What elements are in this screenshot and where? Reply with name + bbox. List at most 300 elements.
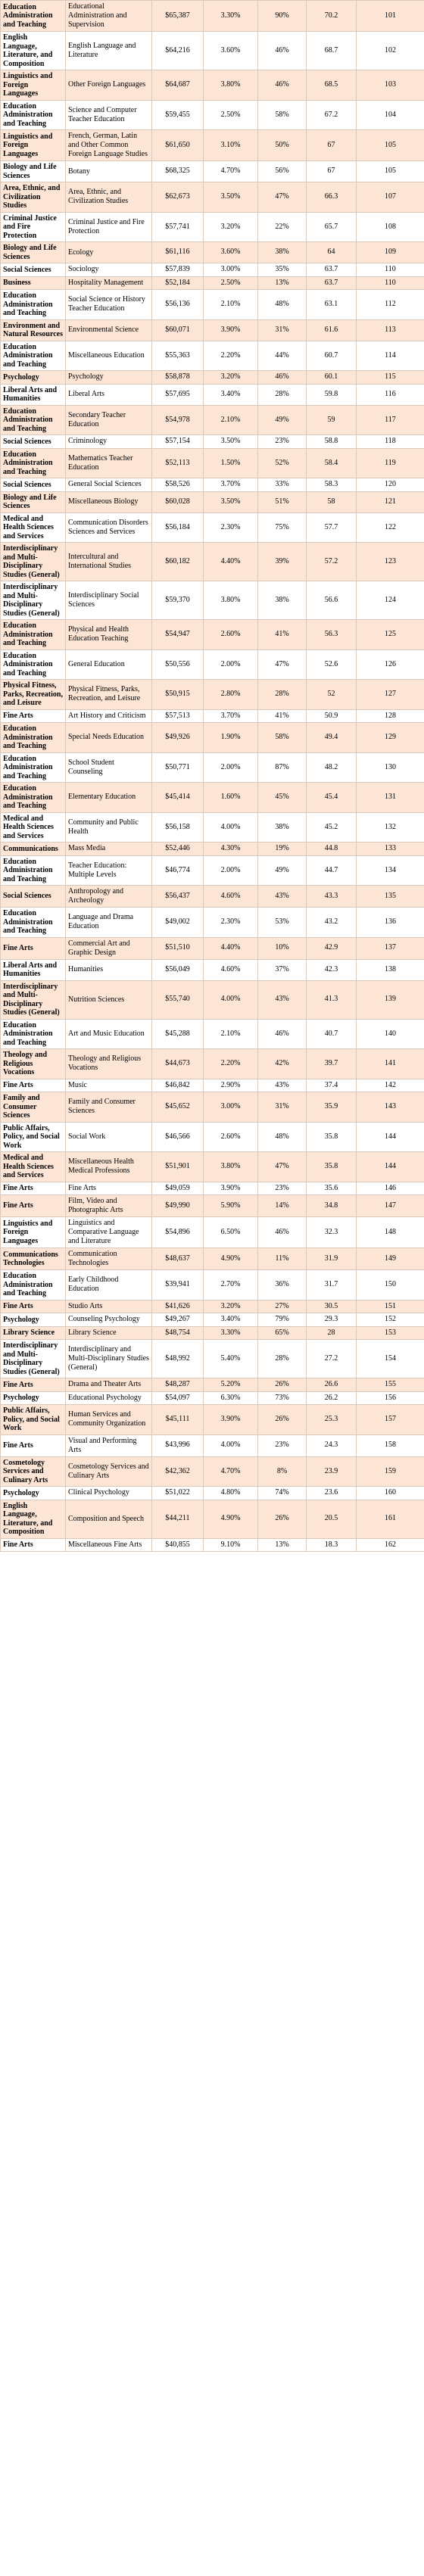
category-cell: Education Administration and Teaching bbox=[1, 290, 66, 320]
rank-cell: 113 bbox=[357, 319, 424, 341]
unemployment-rate-cell: 3.90% bbox=[204, 319, 258, 341]
salary-cell: $56,184 bbox=[152, 512, 204, 543]
score-cell: 31.7 bbox=[307, 1270, 357, 1300]
score-cell: 24.3 bbox=[307, 1434, 357, 1456]
women-share-cell: 48% bbox=[258, 1122, 307, 1152]
salary-cell: $44,673 bbox=[152, 1049, 204, 1079]
category-cell: Education Administration and Teaching bbox=[1, 908, 66, 938]
unemployment-rate-cell: 1.50% bbox=[204, 448, 258, 478]
table-row bbox=[1, 1378, 424, 1392]
score-cell: 49.4 bbox=[307, 723, 357, 753]
salary-cell: $46,774 bbox=[152, 855, 204, 886]
major-cell: Cosmetology Services and Culinary Arts bbox=[66, 1456, 152, 1487]
salary-cell: $48,287 bbox=[152, 1378, 204, 1392]
rank-cell: 146 bbox=[357, 1182, 424, 1195]
major-cell: Anthropology and Archeology bbox=[66, 886, 152, 908]
rank-cell: 112 bbox=[357, 290, 424, 320]
category-cell: Education Administration and Teaching bbox=[1, 1, 66, 32]
women-share-cell: 26% bbox=[258, 1500, 307, 1538]
unemployment-rate-cell: 4.70% bbox=[204, 1456, 258, 1487]
score-cell: 57.7 bbox=[307, 512, 357, 543]
salary-cell: $51,510 bbox=[152, 937, 204, 959]
category-cell: Fine Arts bbox=[1, 1300, 66, 1313]
table-row bbox=[1, 649, 424, 680]
rank-cell: 119 bbox=[357, 448, 424, 478]
table-row bbox=[1, 543, 424, 581]
score-cell: 43.2 bbox=[307, 908, 357, 938]
table-row bbox=[1, 1019, 424, 1049]
category-cell: Fine Arts bbox=[1, 1378, 66, 1392]
major-cell: School Student Counseling bbox=[66, 752, 152, 783]
women-share-cell: 43% bbox=[258, 886, 307, 908]
major-cell: Liberal Arts bbox=[66, 384, 152, 405]
salary-cell: $43,996 bbox=[152, 1434, 204, 1456]
salary-cell: $46,566 bbox=[152, 1122, 204, 1152]
category-cell: Biology and Life Sciences bbox=[1, 161, 66, 182]
women-share-cell: 46% bbox=[258, 1217, 307, 1248]
salary-cell: $54,978 bbox=[152, 405, 204, 435]
table-row bbox=[1, 1092, 424, 1123]
women-share-cell: 28% bbox=[258, 1340, 307, 1378]
unemployment-rate-cell: 2.10% bbox=[204, 1019, 258, 1049]
score-cell: 26.6 bbox=[307, 1378, 357, 1392]
category-cell: Fine Arts bbox=[1, 937, 66, 959]
category-cell: Psychology bbox=[1, 1313, 66, 1327]
rank-cell: 129 bbox=[357, 723, 424, 753]
score-cell: 27.2 bbox=[307, 1340, 357, 1378]
salary-cell: $65,387 bbox=[152, 1, 204, 32]
table-row bbox=[1, 1300, 424, 1313]
salary-cell: $60,182 bbox=[152, 543, 204, 581]
major-cell: Mass Media bbox=[66, 843, 152, 856]
category-cell: Social Sciences bbox=[1, 435, 66, 449]
unemployment-rate-cell: 2.80% bbox=[204, 680, 258, 710]
women-share-cell: 35% bbox=[258, 263, 307, 277]
score-cell: 32.3 bbox=[307, 1217, 357, 1248]
women-share-cell: 28% bbox=[258, 680, 307, 710]
category-cell: English Language, Literature, and Composition bbox=[1, 32, 66, 70]
salary-cell: $56,437 bbox=[152, 886, 204, 908]
major-cell: Counseling Psychology bbox=[66, 1313, 152, 1327]
category-cell: Area, Ethnic, and Civilization Studies bbox=[1, 182, 66, 213]
table-row bbox=[1, 1248, 424, 1270]
rank-cell: 143 bbox=[357, 1092, 424, 1123]
rank-cell: 138 bbox=[357, 959, 424, 980]
category-cell: Education Administration and Teaching bbox=[1, 620, 66, 650]
table-row bbox=[1, 1391, 424, 1405]
major-cell: Secondary Teacher Education bbox=[66, 405, 152, 435]
rank-cell: 162 bbox=[357, 1538, 424, 1552]
category-cell: Psychology bbox=[1, 371, 66, 385]
score-cell: 58.3 bbox=[307, 478, 357, 492]
major-cell: Music bbox=[66, 1079, 152, 1092]
unemployment-rate-cell: 3.80% bbox=[204, 70, 258, 101]
table-row bbox=[1, 491, 424, 512]
rank-cell: 140 bbox=[357, 1019, 424, 1049]
unemployment-rate-cell: 5.40% bbox=[204, 1340, 258, 1378]
category-cell: Education Administration and Teaching bbox=[1, 1019, 66, 1049]
category-cell: English Language, Literature, and Composition bbox=[1, 1500, 66, 1538]
rank-cell: 154 bbox=[357, 1340, 424, 1378]
category-cell: Linguistics and Foreign Languages bbox=[1, 1217, 66, 1248]
table-row bbox=[1, 100, 424, 130]
major-cell: Environmental Science bbox=[66, 319, 152, 341]
major-cell: Botany bbox=[66, 161, 152, 182]
women-share-cell: 47% bbox=[258, 182, 307, 213]
salary-cell: $57,154 bbox=[152, 435, 204, 449]
women-share-cell: 26% bbox=[258, 1405, 307, 1435]
unemployment-rate-cell: 2.00% bbox=[204, 649, 258, 680]
score-cell: 42.3 bbox=[307, 959, 357, 980]
score-cell: 23.6 bbox=[307, 1487, 357, 1500]
table-row bbox=[1, 1340, 424, 1378]
unemployment-rate-cell: 3.30% bbox=[204, 1, 258, 32]
score-cell: 28 bbox=[307, 1326, 357, 1340]
score-cell: 41.3 bbox=[307, 980, 357, 1019]
major-cell: Miscellaneous Biology bbox=[66, 491, 152, 512]
category-cell: Liberal Arts and Humanities bbox=[1, 384, 66, 405]
salary-cell: $61,116 bbox=[152, 242, 204, 263]
women-share-cell: 43% bbox=[258, 1079, 307, 1092]
table-row bbox=[1, 709, 424, 723]
table-row bbox=[1, 512, 424, 543]
score-cell: 39.7 bbox=[307, 1049, 357, 1079]
major-cell: Interdisciplinary Social Sciences bbox=[66, 581, 152, 620]
women-share-cell: 38% bbox=[258, 812, 307, 843]
table-row bbox=[1, 1456, 424, 1487]
table-row bbox=[1, 1, 424, 32]
major-cell: Clinical Psychology bbox=[66, 1487, 152, 1500]
salary-cell: $50,915 bbox=[152, 680, 204, 710]
score-cell: 67 bbox=[307, 130, 357, 161]
women-share-cell: 38% bbox=[258, 242, 307, 263]
salary-cell: $48,992 bbox=[152, 1340, 204, 1378]
salary-cell: $40,855 bbox=[152, 1538, 204, 1552]
salary-cell: $54,947 bbox=[152, 620, 204, 650]
major-cell: Teacher Education: Multiple Levels bbox=[66, 855, 152, 886]
category-cell: Linguistics and Foreign Languages bbox=[1, 70, 66, 101]
major-cell: Intercultural and International Studies bbox=[66, 543, 152, 581]
category-cell: Fine Arts bbox=[1, 1079, 66, 1092]
unemployment-rate-cell: 2.20% bbox=[204, 1049, 258, 1079]
salary-cell: $61,650 bbox=[152, 130, 204, 161]
unemployment-rate-cell: 3.70% bbox=[204, 478, 258, 492]
rank-cell: 139 bbox=[357, 980, 424, 1019]
women-share-cell: 53% bbox=[258, 908, 307, 938]
category-cell: Interdisciplinary and Multi-Disciplinary Studies (General) bbox=[1, 980, 66, 1019]
rank-cell: 142 bbox=[357, 1079, 424, 1092]
salary-cell: $64,216 bbox=[152, 32, 204, 70]
major-cell: Art and Music Education bbox=[66, 1019, 152, 1049]
rank-cell: 118 bbox=[357, 435, 424, 449]
rank-cell: 152 bbox=[357, 1313, 424, 1327]
major-cell: Film, Video and Photographic Arts bbox=[66, 1195, 152, 1217]
category-cell: Interdisciplinary and Multi-Disciplinary Studies (General) bbox=[1, 543, 66, 581]
table-row bbox=[1, 783, 424, 813]
table-row bbox=[1, 319, 424, 341]
salary-cell: $42,362 bbox=[152, 1456, 204, 1487]
score-cell: 45.2 bbox=[307, 812, 357, 843]
women-share-cell: 56% bbox=[258, 161, 307, 182]
major-cell: Criminology bbox=[66, 435, 152, 449]
women-share-cell: 26% bbox=[258, 1378, 307, 1392]
table-row bbox=[1, 263, 424, 277]
rank-cell: 125 bbox=[357, 620, 424, 650]
women-share-cell: 75% bbox=[258, 512, 307, 543]
rank-cell: 115 bbox=[357, 371, 424, 385]
unemployment-rate-cell: 4.80% bbox=[204, 1487, 258, 1500]
unemployment-rate-cell: 2.90% bbox=[204, 1079, 258, 1092]
category-cell: Education Administration and Teaching bbox=[1, 341, 66, 371]
unemployment-rate-cell: 2.50% bbox=[204, 100, 258, 130]
women-share-cell: 13% bbox=[258, 276, 307, 290]
table-row bbox=[1, 1405, 424, 1435]
unemployment-rate-cell: 2.30% bbox=[204, 908, 258, 938]
major-cell: Fine Arts bbox=[66, 1182, 152, 1195]
salary-cell: $57,695 bbox=[152, 384, 204, 405]
category-cell: Medical and Health Sciences and Services bbox=[1, 1152, 66, 1182]
salary-cell: $57,839 bbox=[152, 263, 204, 277]
major-cell: Miscellaneous Health Medical Professions bbox=[66, 1152, 152, 1182]
table-row bbox=[1, 130, 424, 161]
category-cell: Education Administration and Teaching bbox=[1, 1270, 66, 1300]
salary-cell: $54,896 bbox=[152, 1217, 204, 1248]
table-row bbox=[1, 1122, 424, 1152]
table-row bbox=[1, 478, 424, 492]
category-cell: Education Administration and Teaching bbox=[1, 100, 66, 130]
salary-cell: $49,926 bbox=[152, 723, 204, 753]
unemployment-rate-cell: 4.60% bbox=[204, 886, 258, 908]
rank-cell: 159 bbox=[357, 1456, 424, 1487]
women-share-cell: 19% bbox=[258, 843, 307, 856]
salary-cell: $49,059 bbox=[152, 1182, 204, 1195]
salary-cell: $59,370 bbox=[152, 581, 204, 620]
unemployment-rate-cell: 3.70% bbox=[204, 709, 258, 723]
women-share-cell: 52% bbox=[258, 448, 307, 478]
table-row bbox=[1, 32, 424, 70]
category-cell: Biology and Life Sciences bbox=[1, 242, 66, 263]
women-share-cell: 11% bbox=[258, 1248, 307, 1270]
table-body bbox=[1, 1, 424, 1552]
major-cell: Educational Administration and Supervision bbox=[66, 1, 152, 32]
salary-cell: $50,771 bbox=[152, 752, 204, 783]
salary-cell: $52,113 bbox=[152, 448, 204, 478]
salary-cell: $56,136 bbox=[152, 290, 204, 320]
major-cell: Social Work bbox=[66, 1122, 152, 1152]
salary-cell: $50,556 bbox=[152, 649, 204, 680]
salary-cell: $45,288 bbox=[152, 1019, 204, 1049]
major-cell: Humanities bbox=[66, 959, 152, 980]
women-share-cell: 45% bbox=[258, 783, 307, 813]
major-cell: Studio Arts bbox=[66, 1300, 152, 1313]
rank-cell: 134 bbox=[357, 855, 424, 886]
score-cell: 26.2 bbox=[307, 1391, 357, 1405]
score-cell: 44.7 bbox=[307, 855, 357, 886]
unemployment-rate-cell: 3.20% bbox=[204, 371, 258, 385]
major-cell: Language and Drama Education bbox=[66, 908, 152, 938]
unemployment-rate-cell: 3.60% bbox=[204, 242, 258, 263]
category-cell: Library Science bbox=[1, 1326, 66, 1340]
table-row bbox=[1, 1217, 424, 1248]
major-cell: Sociology bbox=[66, 263, 152, 277]
rank-cell: 149 bbox=[357, 1248, 424, 1270]
salary-cell: $68,325 bbox=[152, 161, 204, 182]
unemployment-rate-cell: 3.20% bbox=[204, 1300, 258, 1313]
score-cell: 35.8 bbox=[307, 1122, 357, 1152]
rank-cell: 101 bbox=[357, 1, 424, 32]
score-cell: 65.7 bbox=[307, 212, 357, 242]
women-share-cell: 87% bbox=[258, 752, 307, 783]
category-cell: Fine Arts bbox=[1, 1538, 66, 1552]
salary-cell: $49,990 bbox=[152, 1195, 204, 1217]
score-cell: 48.2 bbox=[307, 752, 357, 783]
unemployment-rate-cell: 1.90% bbox=[204, 723, 258, 753]
table-row bbox=[1, 908, 424, 938]
rank-cell: 148 bbox=[357, 1217, 424, 1248]
salary-cell: $48,637 bbox=[152, 1248, 204, 1270]
unemployment-rate-cell: 4.40% bbox=[204, 937, 258, 959]
category-cell: Education Administration and Teaching bbox=[1, 405, 66, 435]
rank-cell: 103 bbox=[357, 70, 424, 101]
rank-cell: 135 bbox=[357, 886, 424, 908]
score-cell: 63.7 bbox=[307, 263, 357, 277]
table-row bbox=[1, 1434, 424, 1456]
table-row bbox=[1, 290, 424, 320]
score-cell: 52 bbox=[307, 680, 357, 710]
unemployment-rate-cell: 2.00% bbox=[204, 855, 258, 886]
score-cell: 58 bbox=[307, 491, 357, 512]
women-share-cell: 49% bbox=[258, 855, 307, 886]
rank-cell: 122 bbox=[357, 512, 424, 543]
women-share-cell: 41% bbox=[258, 709, 307, 723]
table-row bbox=[1, 980, 424, 1019]
unemployment-rate-cell: 4.00% bbox=[204, 812, 258, 843]
unemployment-rate-cell: 2.30% bbox=[204, 512, 258, 543]
women-share-cell: 48% bbox=[258, 290, 307, 320]
salary-cell: $60,028 bbox=[152, 491, 204, 512]
rank-cell: 104 bbox=[357, 100, 424, 130]
rank-cell: 144 bbox=[357, 1152, 424, 1182]
major-cell: Theology and Religious Vocations bbox=[66, 1049, 152, 1079]
category-cell: Cosmetology Services and Culinary Arts bbox=[1, 1456, 66, 1487]
women-share-cell: 58% bbox=[258, 723, 307, 753]
women-share-cell: 10% bbox=[258, 937, 307, 959]
women-share-cell: 65% bbox=[258, 1326, 307, 1340]
table-row bbox=[1, 855, 424, 886]
score-cell: 59.8 bbox=[307, 384, 357, 405]
category-cell: Environment and Natural Resources bbox=[1, 319, 66, 341]
salary-cell: $59,455 bbox=[152, 100, 204, 130]
unemployment-rate-cell: 2.00% bbox=[204, 752, 258, 783]
table-row bbox=[1, 182, 424, 213]
rank-cell: 157 bbox=[357, 1405, 424, 1435]
category-cell: Communications Technologies bbox=[1, 1248, 66, 1270]
unemployment-rate-cell: 2.50% bbox=[204, 276, 258, 290]
salary-cell: $57,741 bbox=[152, 212, 204, 242]
category-cell: Fine Arts bbox=[1, 1434, 66, 1456]
women-share-cell: 13% bbox=[258, 1538, 307, 1552]
category-cell: Linguistics and Foreign Languages bbox=[1, 130, 66, 161]
rank-cell: 120 bbox=[357, 478, 424, 492]
unemployment-rate-cell: 6.30% bbox=[204, 1391, 258, 1405]
major-cell: Community and Public Health bbox=[66, 812, 152, 843]
category-cell: Medical and Health Sciences and Services bbox=[1, 512, 66, 543]
unemployment-rate-cell: 3.50% bbox=[204, 182, 258, 213]
category-cell: Social Sciences bbox=[1, 263, 66, 277]
category-cell: Interdisciplinary and Multi-Disciplinary Studies (General) bbox=[1, 1340, 66, 1378]
table-row bbox=[1, 1538, 424, 1552]
salary-cell: $58,878 bbox=[152, 371, 204, 385]
major-cell: Hospitality Management bbox=[66, 276, 152, 290]
major-cell: English Language and Literature bbox=[66, 32, 152, 70]
rank-cell: 127 bbox=[357, 680, 424, 710]
major-cell: French, German, Latin and Other Common Foreign Language Studies bbox=[66, 130, 152, 161]
rank-cell: 137 bbox=[357, 937, 424, 959]
salary-cell: $41,626 bbox=[152, 1300, 204, 1313]
rank-cell: 117 bbox=[357, 405, 424, 435]
unemployment-rate-cell: 5.20% bbox=[204, 1378, 258, 1392]
table-row bbox=[1, 886, 424, 908]
rank-cell: 150 bbox=[357, 1270, 424, 1300]
unemployment-rate-cell: 3.60% bbox=[204, 32, 258, 70]
salary-cell: $58,526 bbox=[152, 478, 204, 492]
rank-cell: 109 bbox=[357, 242, 424, 263]
table-row bbox=[1, 1049, 424, 1079]
major-cell: Linguistics and Comparative Language and Literature bbox=[66, 1217, 152, 1248]
unemployment-rate-cell: 3.50% bbox=[204, 491, 258, 512]
salary-cell: $48,754 bbox=[152, 1326, 204, 1340]
unemployment-rate-cell: 2.60% bbox=[204, 620, 258, 650]
score-cell: 18.3 bbox=[307, 1538, 357, 1552]
table-row bbox=[1, 1326, 424, 1340]
table-row bbox=[1, 1500, 424, 1538]
salary-cell: $44,211 bbox=[152, 1500, 204, 1538]
salary-cell: $45,652 bbox=[152, 1092, 204, 1123]
rank-cell: 124 bbox=[357, 581, 424, 620]
rank-cell: 105 bbox=[357, 161, 424, 182]
unemployment-rate-cell: 3.80% bbox=[204, 1152, 258, 1182]
rank-cell: 126 bbox=[357, 649, 424, 680]
women-share-cell: 41% bbox=[258, 620, 307, 650]
unemployment-rate-cell: 2.10% bbox=[204, 290, 258, 320]
score-cell: 50.9 bbox=[307, 709, 357, 723]
major-cell: General Social Sciences bbox=[66, 478, 152, 492]
rank-cell: 136 bbox=[357, 908, 424, 938]
unemployment-rate-cell: 1.60% bbox=[204, 783, 258, 813]
category-cell: Business bbox=[1, 276, 66, 290]
rank-cell: 131 bbox=[357, 783, 424, 813]
major-cell: Ecology bbox=[66, 242, 152, 263]
major-cell: Visual and Performing Arts bbox=[66, 1434, 152, 1456]
table-row bbox=[1, 1270, 424, 1300]
women-share-cell: 42% bbox=[258, 1049, 307, 1079]
table-row bbox=[1, 620, 424, 650]
unemployment-rate-cell: 3.40% bbox=[204, 384, 258, 405]
table-row bbox=[1, 242, 424, 263]
rank-cell: 105 bbox=[357, 130, 424, 161]
score-cell: 66.3 bbox=[307, 182, 357, 213]
table-row bbox=[1, 752, 424, 783]
major-cell: Educational Psychology bbox=[66, 1391, 152, 1405]
women-share-cell: 79% bbox=[258, 1313, 307, 1327]
category-cell: Fine Arts bbox=[1, 1195, 66, 1217]
unemployment-rate-cell: 5.90% bbox=[204, 1195, 258, 1217]
table-row bbox=[1, 448, 424, 478]
salary-cell: $49,002 bbox=[152, 908, 204, 938]
score-cell: 35.8 bbox=[307, 1152, 357, 1182]
table-row bbox=[1, 1079, 424, 1092]
table-row bbox=[1, 581, 424, 620]
